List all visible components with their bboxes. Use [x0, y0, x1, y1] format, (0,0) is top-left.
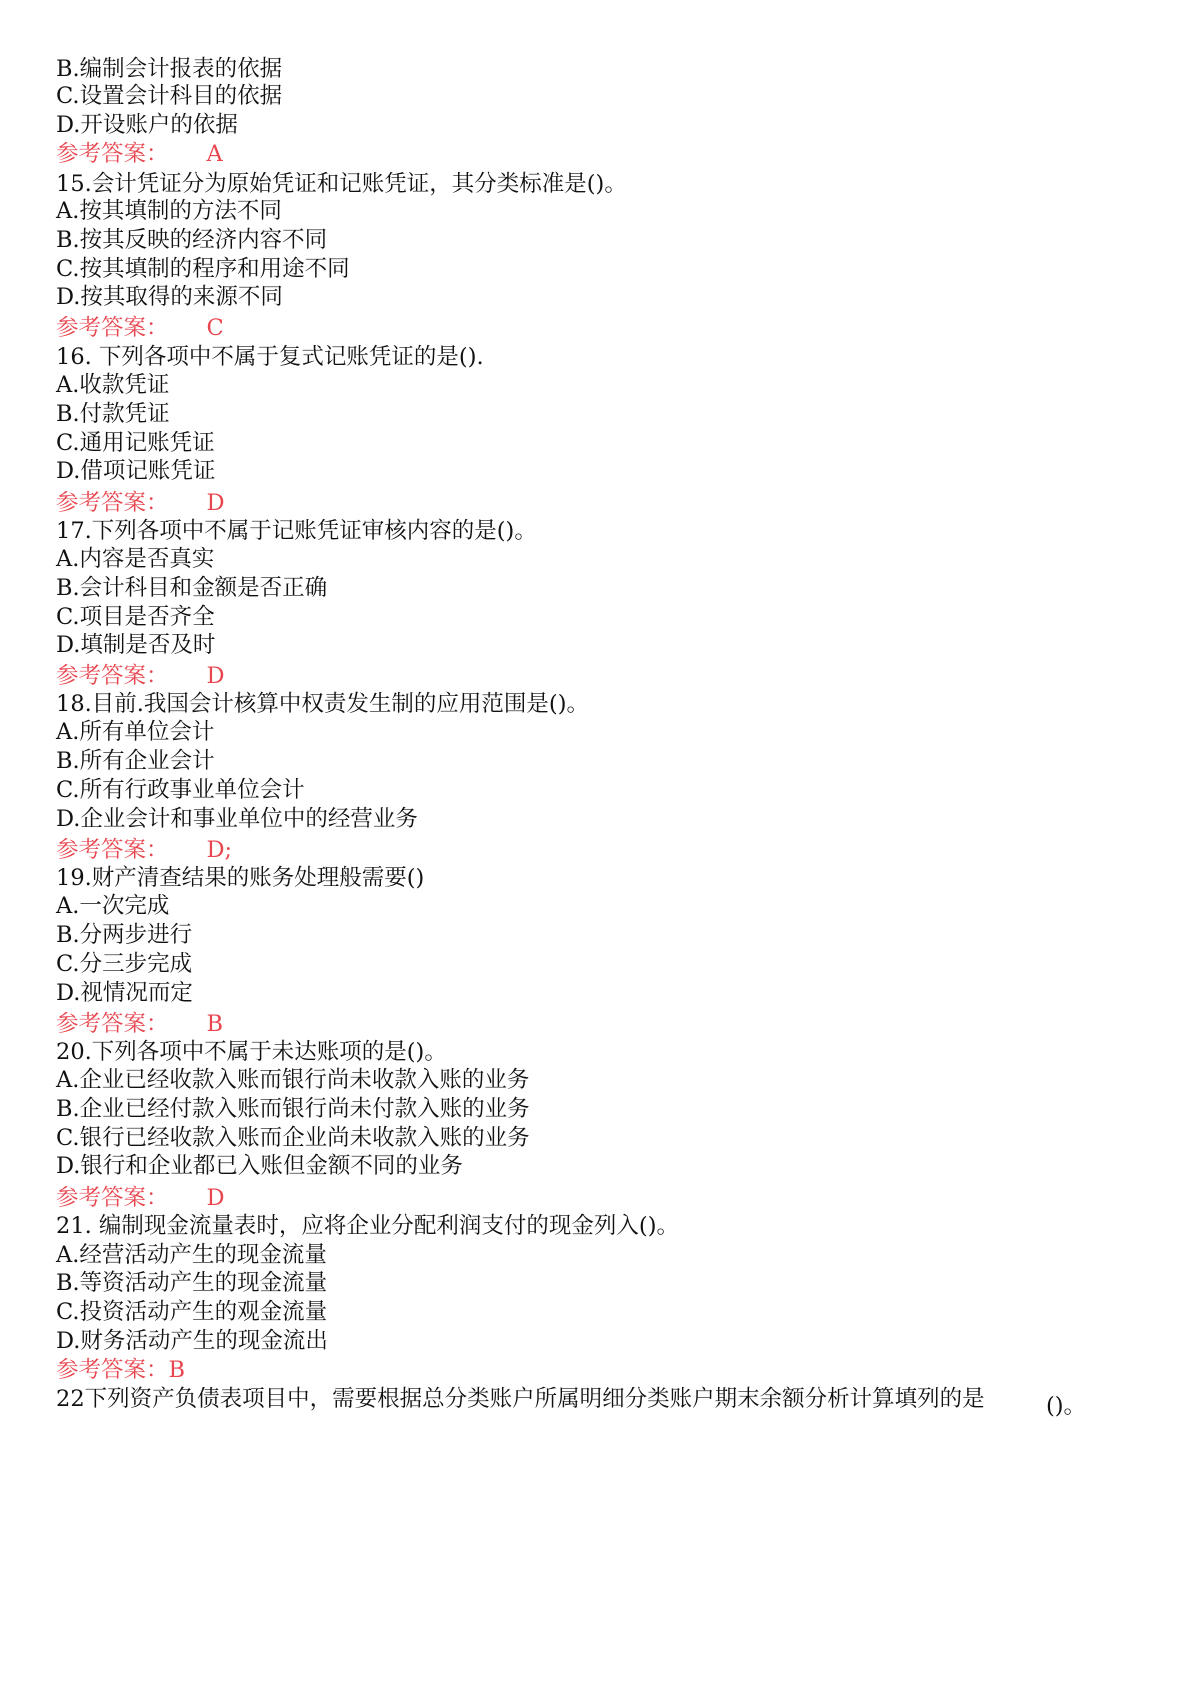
option-line: D.视情况而定 [56, 980, 193, 1006]
option-line: D.企业会计和事业单位中的经营业务 [56, 806, 418, 832]
option-line: B.会计科目和金额是否正确 [56, 575, 328, 601]
option-line: A.所有单位会计 [56, 719, 215, 745]
option-line: A.收款凭证 [56, 372, 170, 398]
option-line: D.财务活动产生的现金流出 [56, 1328, 328, 1354]
option-line: A.一次完成 [56, 893, 170, 919]
answer-value: C [206, 315, 224, 341]
answer-line [56, 665, 225, 688]
option-line: B.等资活动产生的现金流量 [56, 1270, 328, 1296]
answer-line [56, 492, 225, 515]
answer-line [56, 1359, 185, 1382]
answer-label: 参考答案： [56, 837, 169, 863]
answer-line [56, 1187, 225, 1210]
answer-value: B [168, 1357, 186, 1383]
option-line: D.银行和企业都已入账但金额不同的业务 [56, 1153, 463, 1179]
option-line: C.项目是否齐全 [56, 604, 215, 630]
option-line: C.按其填制的程序和用途不同 [56, 256, 350, 282]
question-line: 16. 下列各项中不属于复式记账凭证的是(). [56, 344, 484, 370]
option-line: C.所有行政事业单位会计 [56, 777, 305, 803]
answer-value: B [206, 1011, 224, 1037]
answer-line [56, 143, 223, 166]
answer-value: D [206, 663, 225, 689]
option-line: D.借项记账凭证 [56, 458, 216, 484]
answer-line [56, 839, 232, 862]
question-line: 15.会计凭证分为原始凭证和记账凭证，其分类标准是()。 [56, 171, 627, 197]
option-line: B.编制会计报表的依据 [56, 56, 283, 82]
option-line: C.分三步完成 [56, 951, 193, 977]
option-line: B.付款凭证 [56, 401, 170, 427]
answer-line [56, 317, 224, 340]
answer-label: 参考答案： [56, 1011, 169, 1037]
answer-label: 参考答案： [56, 490, 169, 516]
option-line: B.企业已经付款入账而银行尚未付款入账的业务 [56, 1096, 530, 1122]
answer-line [56, 1013, 223, 1036]
answer-value: D; [206, 837, 233, 863]
option-line: B.按其反映的经济内容不同 [56, 227, 328, 253]
answer-label: 参考答案： [56, 1357, 169, 1383]
option-line: C.投资活动产生的观金流量 [56, 1299, 328, 1325]
question-line: 18.目前.我国会计核算中权责发生制的应用范围是()。 [56, 691, 589, 717]
option-line: C.设置会计科目的依据 [56, 83, 283, 109]
option-line: D.按其取得的来源不同 [56, 284, 283, 310]
option-line: C.银行已经收款入账而企业尚未收款入账的业务 [56, 1125, 530, 1151]
question-line: 21. 编制现金流量表时，应将企业分配利润支付的现金列入()。 [56, 1213, 679, 1239]
answer-label: 参考答案： [56, 141, 169, 167]
answer-value: D [206, 490, 225, 516]
option-line: C.通用记账凭证 [56, 430, 215, 456]
question-line: 19.财产清查结果的账务处理般需要() [56, 865, 425, 891]
question-line: 17.下列各项中不属于记账凭证审核内容的是()。 [56, 518, 537, 544]
option-line: A.企业已经收款入账而银行尚未收款入账的业务 [56, 1067, 530, 1093]
option-line: D.填制是否及时 [56, 632, 216, 658]
answer-label: 参考答案： [56, 663, 169, 689]
answer-label: 参考答案： [56, 1185, 169, 1211]
question-line: 22下列资产负债表项目中，需要根据总分类账户所属明细分类账户期末余额分析计算填列的是 [56, 1386, 985, 1412]
option-line: B.分两步进行 [56, 922, 193, 948]
option-line: D.开设账户的依据 [56, 112, 238, 138]
answer-value: A [206, 141, 223, 167]
option-line: A.经营活动产生的现金流量 [56, 1242, 327, 1268]
option-line: A.内容是否真实 [56, 546, 215, 572]
option-line: A.按其填制的方法不同 [56, 198, 282, 224]
answer-label: 参考答案： [56, 315, 169, 341]
answer-value: D [206, 1185, 225, 1211]
option-line: B.所有企业会计 [56, 748, 215, 774]
question-line: 20.下列各项中不属于未达账项的是()。 [56, 1039, 447, 1065]
question-blank: ()。 [1046, 1393, 1087, 1419]
